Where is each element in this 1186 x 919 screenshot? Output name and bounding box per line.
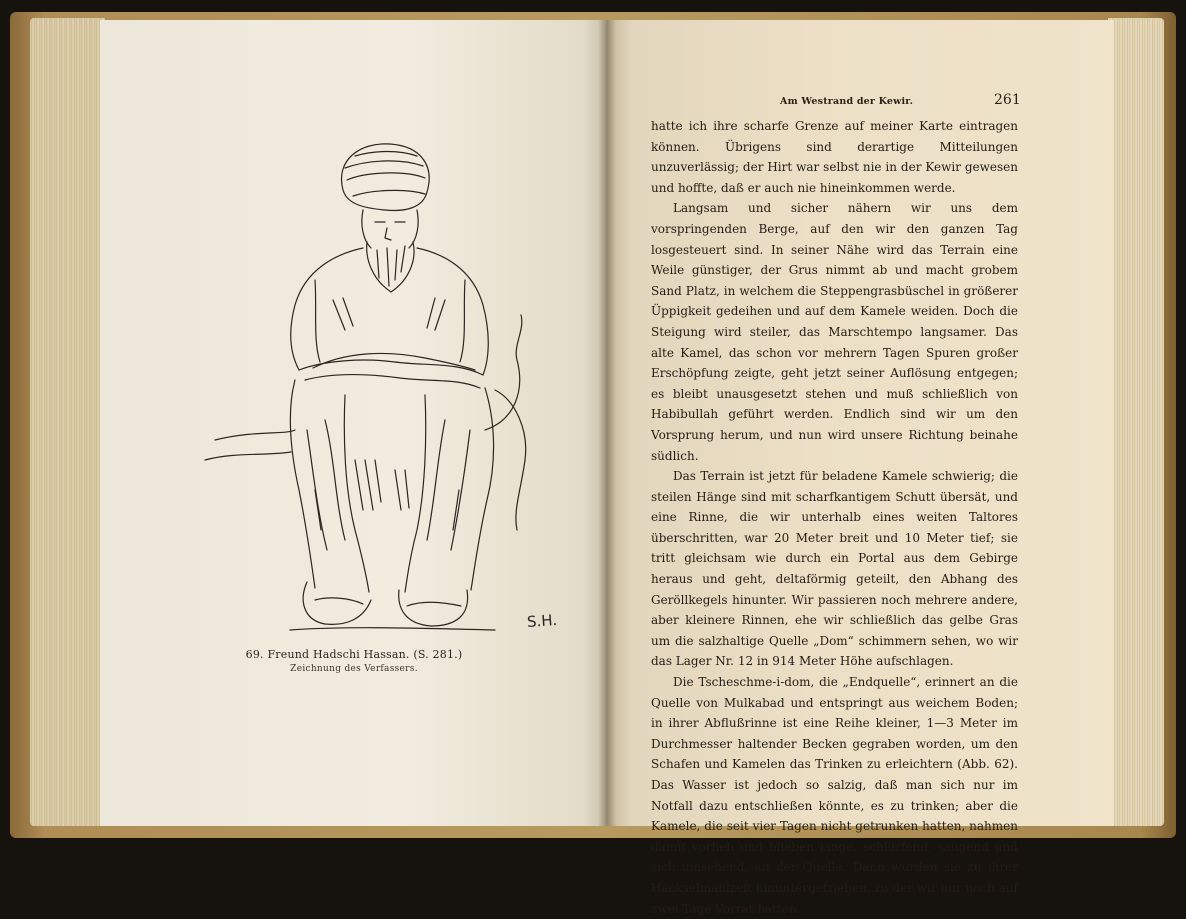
paragraph-1: hatte ich ihre scharfe Grenze auf meiner Karte eintragen können. Übrigens sind derartige Mitteilungen unzuverlässig; der Hirt war selbst nie in der Kewir gewesen und hoffte, daß er auch nie hineinkommen werde. <box>651 119 1018 195</box>
book-gutter <box>598 20 616 826</box>
page-number: 261 <box>994 92 1021 108</box>
artist-signature: S.H. <box>526 610 558 632</box>
paragraph-4: Die Tscheschme-i-dom, die „Endquelle“, erinnert an die Quelle von Mulkabad und entspringt aus weichem Boden; in ihrer Abflußrinne ist eine Reihe kleiner, 1—3 Meter im Durchmesser haltender Becken gegraben worden, um den Schafen und Kamelen das Trinken zu erleichtern (Abb. 62). Das Wasser ist jedoch so salzig, daß man sich nur im Notfall dazu entschließen könnte, es zu trinken; aber die Kamele, die seit vier Tagen nicht getrunken hatten, nahmen damit vorlieb und blieben lange, schlürfend, saugend und sich umsehend, an der Quelle. Dann wurden sie zu ihrer Häckselmahlzeit hinuntergetrieben, zu der wir nur noch auf zwei Tage Vorrat hatten. <box>651 675 1018 916</box>
body-text <box>651 116 1018 919</box>
paragraph-3: Das Terrain ist jetzt für beladene Kamele schwierig; die steilen Hänge sind mit scharfkantigem Schutt übersät, und eine Rinne, die wir unterhalb eines weiten Taltores überschritten, war 20 Meter breit und 10 Meter tief; sie tritt gleichsam wie durch ein Portal aus dem Gebirge heraus und geht, deltaförmig geteilt, den Abhang des Geröllkegels hinunter. Wir passieren noch mehrere andere, aber kleinere Rinnen, ehe wir schließlich das gelbe Gras um die salzhaltige Quelle „Dom“ schimmern sehen, wo wir das Lager Nr. 12 in 914 Meter Höhe aufschlagen. <box>651 469 1018 669</box>
seated-man-illustration <box>195 130 575 635</box>
page-edges-left <box>30 18 105 826</box>
figure-credit: Zeichnung des Verfassers. <box>290 664 418 674</box>
figure-caption: 69. Freund Hadschi Hassan. (S. 281.) <box>245 648 463 661</box>
page-edges-right <box>1108 18 1164 826</box>
paragraph-2: Langsam und sicher nähern wir uns dem vorspringenden Berge, auf den wir den ganzen Tag losgesteuert sind. In seiner Nähe wird das Terrain eine Weile günstiger, der Grus nimmt ab und macht grobem Sand Platz, in welchem die Steppengrasbüschel in größerer Üppigkeit gedeihen und auf dem Kamele weiden. Doch die Steigung wird steiler, das Marschtempo langsamer. Das alte Kamel, das schon vor mehrern Tagen Spuren großer Erschöpfung zeigte, geht jetzt seiner Auflösung entgegen; es bleibt unausgesetzt stehen und muß schließlich von Habibullah geführt werden. Endlich sind wir um den Vorsprung herum, und nun wird unsere Richtung beinahe südlich. <box>651 201 1018 463</box>
running-head: Am Westrand der Kewir. <box>780 96 914 107</box>
